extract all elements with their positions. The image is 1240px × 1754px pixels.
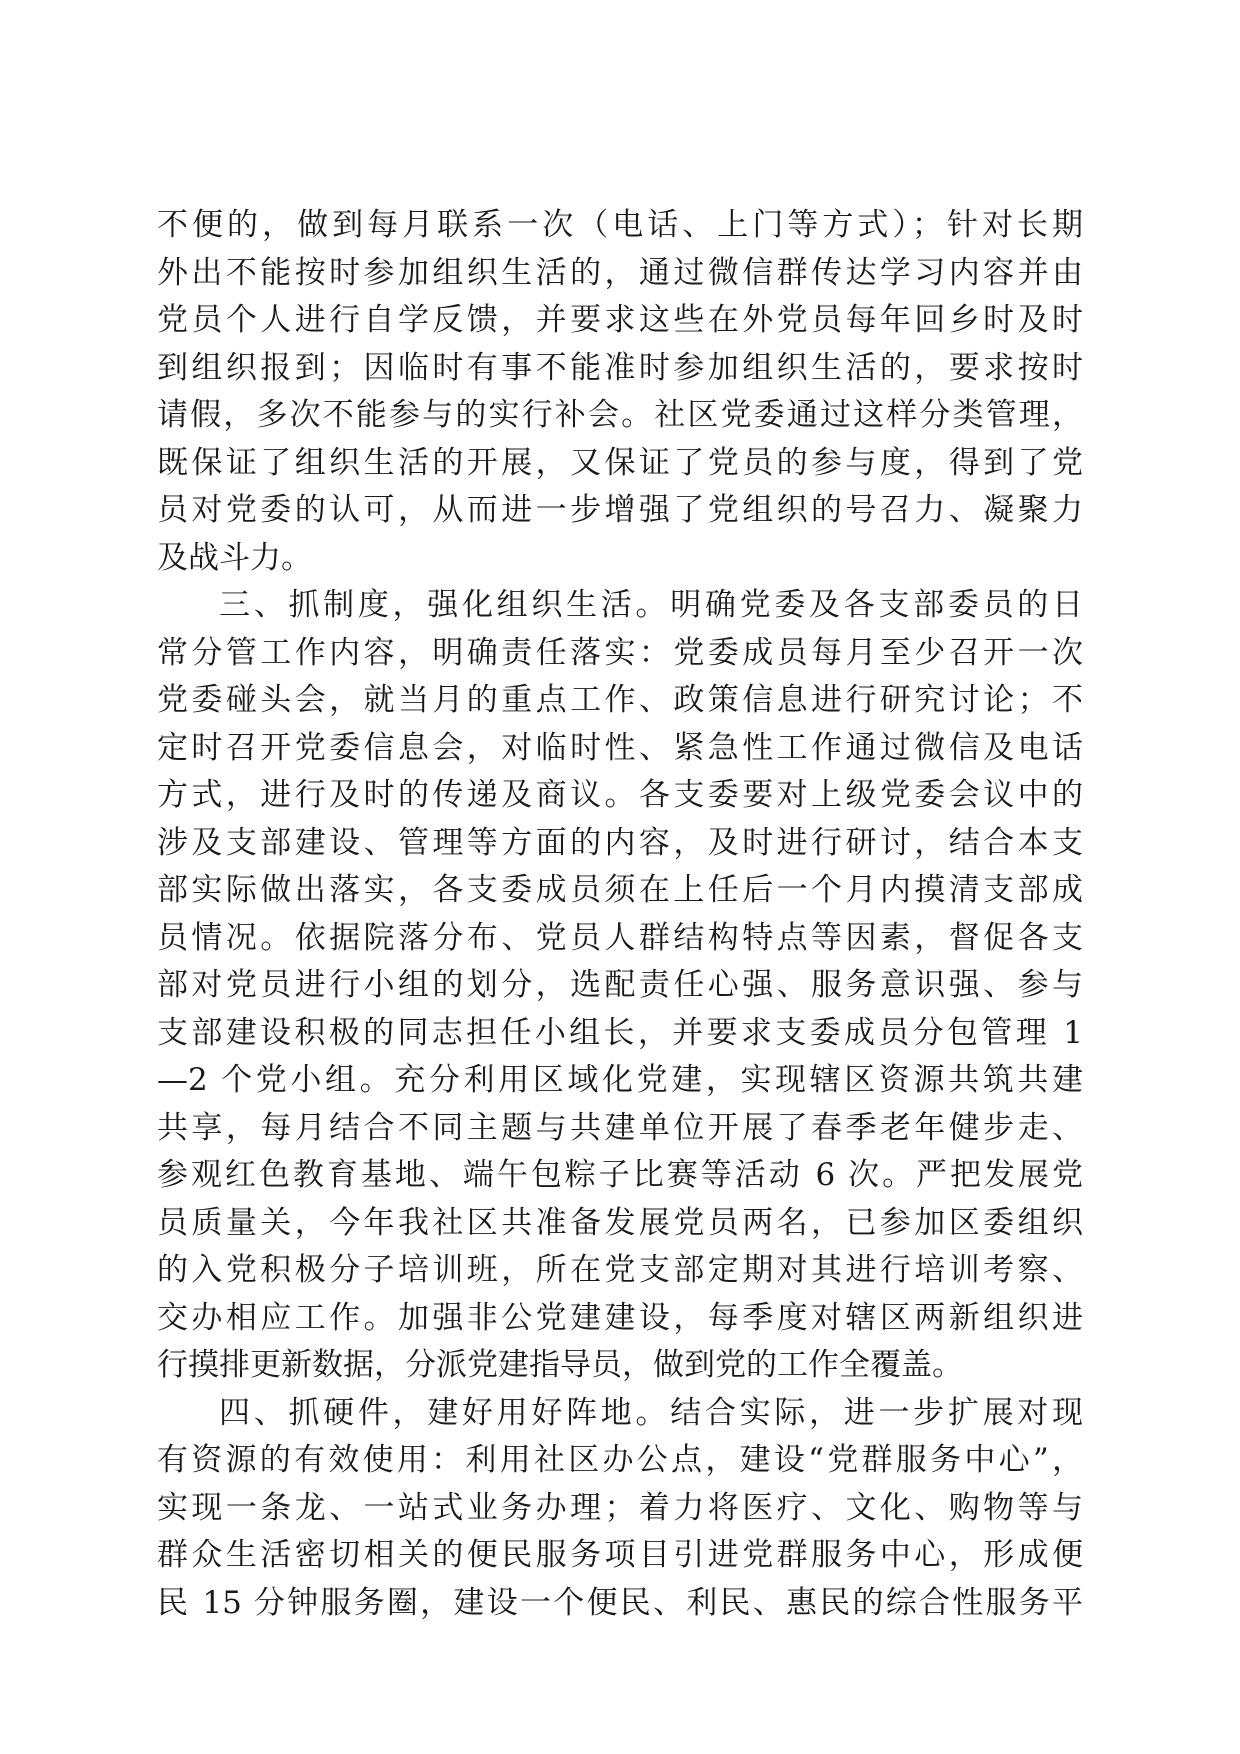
text-line: 党委碰头会，就当月的重点工作、政策信息进行研究讨论；不 (157, 682, 1083, 718)
text-line: 及战斗力。 (157, 539, 312, 576)
text-line: 的入党积极分子培训班，所在党支部定期对其进行培训考察、 (157, 1252, 1083, 1288)
text-line: 既保证了组织生活的开展，又保证了党员的参与度，得到了党 (157, 444, 1083, 481)
text-line: 定时召开党委信息会，对临时性、紧急性工作通过微信及电话 (157, 729, 1083, 766)
text-line: 民 15 分钟服务圈，建设一个便民、利民、惠民的综合性服务平 (157, 1584, 1083, 1621)
text-line: 群众生活密切相关的便民服务项目引进党群服务中心，形成便 (157, 1537, 1083, 1573)
text-line: 交办相应工作。加强非公党建建设，每季度对辖区两新组织进 (157, 1299, 1083, 1336)
text-line: 员质量关，今年我社区共准备发展党员两名，已参加区委组织 (157, 1204, 1083, 1241)
text-line: 支部建设积极的同志担任小组长，并要求支委成员分包管理 1 (157, 1014, 1083, 1051)
text-line: 实现一条龙、一站式业务办理；着力将医疗、文化、购物等与 (157, 1489, 1083, 1526)
text-line: 员对党委的认可，从而进一步增强了党组织的号召力、凝聚力 (157, 492, 1083, 528)
text-line: 到组织报到；因临时有事不能准时参加组织生活的，要求按时 (157, 349, 1083, 386)
text-line: 请假，多次不能参与的实行补会。社区党委通过这样分类管理， (157, 397, 1083, 433)
text-line: 行摸排更新数据，分派党建指导员，做到党的工作全覆盖。 (157, 1347, 963, 1383)
text-line: 参观红色教育基地、端午包粽子比赛等活动 6 次。严把发展党 (157, 1157, 1083, 1193)
section-three-heading-line: 三、抓制度，强化组织生活。明确党委及各支部委员的日 (219, 587, 1083, 623)
section-four-heading-line: 四、抓硬件，建好用好阵地。结合实际，进一步扩展对现 (219, 1394, 1083, 1431)
text-line: 涉及支部建设、管理等方面的内容，及时进行研讨，结合本支 (157, 824, 1083, 861)
text-line: —2 个党小组。充分利用区域化党建，实现辖区资源共筑共建 (157, 1062, 1083, 1098)
text-line: 部对党员进行小组的划分，选配责任心强、服务意识强、参与 (157, 967, 1083, 1003)
text-line: 外出不能按时参加组织生活的，通过微信群传达学习内容并由 (157, 254, 1083, 291)
body-text (157, 202, 1083, 1627)
text-line: 员情况。依据院落分布、党员人群结构特点等因素，督促各支 (157, 919, 1083, 956)
text-line: 常分管工作内容，明确责任落实：党委成员每月至少召开一次 (157, 634, 1083, 671)
text-line: 方式，进行及时的传递及商议。各支委要对上级党委会议中的 (157, 777, 1083, 813)
text-line: 共享，每月结合不同主题与共建单位开展了春季老年健步走、 (157, 1109, 1083, 1146)
text-line: 党员个人进行自学反馈，并要求这些在外党员每年回乡时及时 (157, 302, 1083, 338)
text-line: 部实际做出落实，各支委成员须在上任后一个月内摸清支部成 (157, 872, 1083, 908)
text-line: 有资源的有效使用：利用社区办公点，建设“党群服务中心”， (157, 1442, 1083, 1478)
text-line: 不便的，做到每月联系一次（电话、上门等方式）；针对长期 (157, 207, 1083, 243)
